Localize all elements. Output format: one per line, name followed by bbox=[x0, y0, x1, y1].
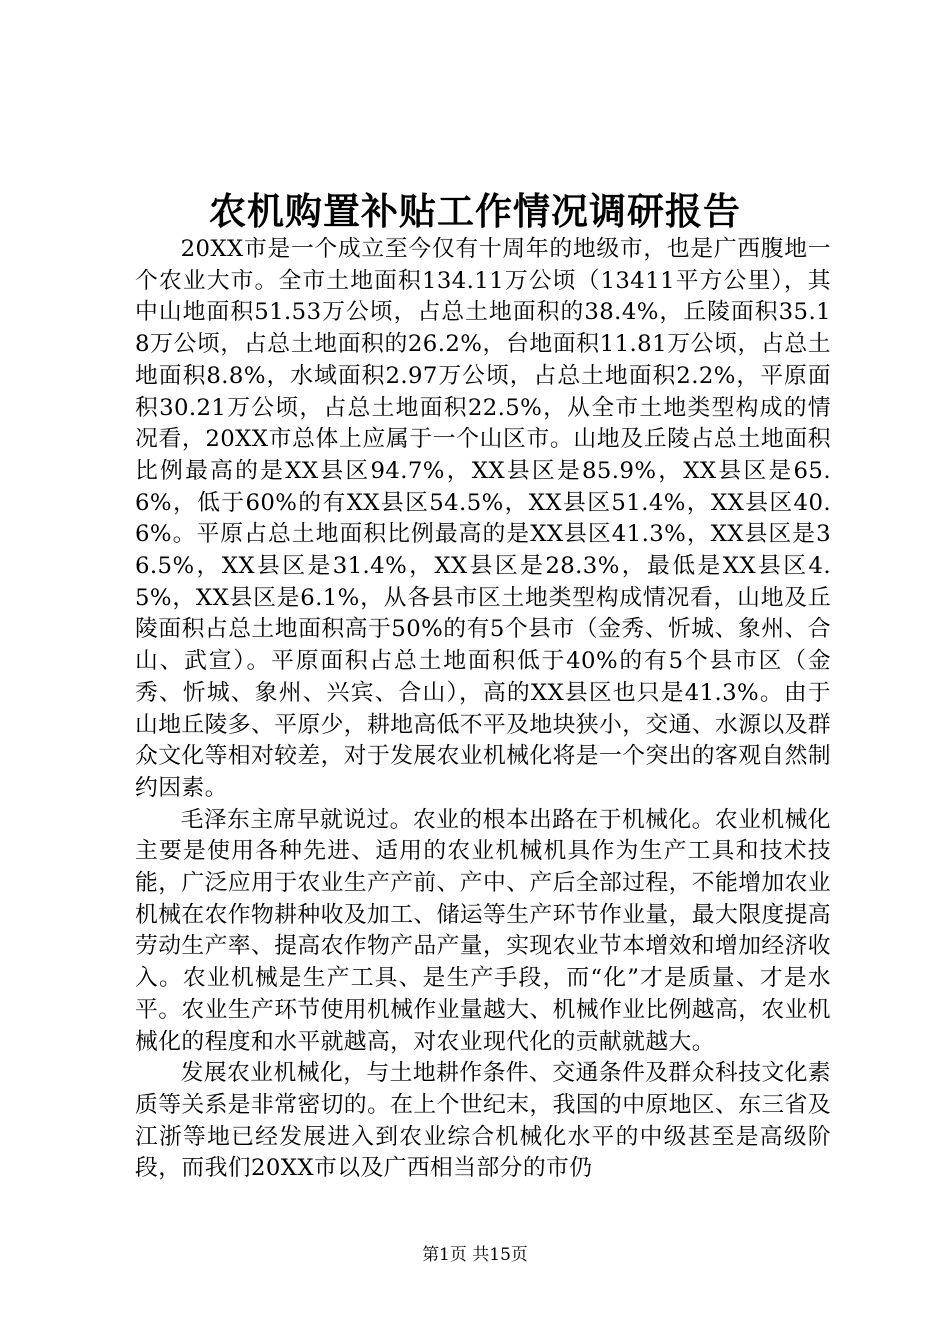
document-title: 农机购置补贴工作情况调研报告 bbox=[209, 189, 741, 233]
page-number: 第1页 共15页 bbox=[422, 1245, 528, 1265]
document-body bbox=[135, 234, 831, 1185]
paragraph-development-conditions: 发展农业机械化，与土地耕作条件、交通条件及群众科技文化素质等关系是非常密切的。在上个世纪末，我国的中原地区、东三省及江浙等地已经发展进入到农业综合机械化水平的中级甚至是高级阶段，而我们20XX市以及广西相当部分的市仍 bbox=[135, 1060, 831, 1182]
paragraph-land-overview: 20XX市是一个成立至今仅有十周年的地级市，也是广西腹地一个农业大市。全市土地面积134.11万公顷（13411平方公里），其中山地面积51.53万公顷，占总土地面积的38.4%，丘陵面积35.18万公顷，占总土地面积的26.2%，台地面积11.81万公顷，占总土地面积8.8%，水域面积2.97万公顷，占总土地面积2.2%，平原面积30.21万公顷，占总土地面积22.5%，从全市土地类型构成的情况看，20XX市总体上应属于一个山区市。山地及丘陵占总土地面积比例最高的是XX县区94.7%，XX县区是85.9%，XX县区是65.6%，低于60%的有XX县区54.5%，XX县区51.4%，XX县区40.6%。平原占总土地面积比例最高的是XX县区41.3%，XX县区是36.5%，XX县区是31.4%，XX县区是28.3%，最低是XX县区4.5%，XX县区是6.1%，从各县市区土地类型构成情况看，山地及丘陵面积占总土地面积高于50%的有5个县市（金秀、忻城、象州、合山、武宣）。平原面积占总土地面积低于40%的有5个县市区（金秀、忻城、象州、兴宾、合山），高的XX县区也只是41.3%。由于山地丘陵多、平原少，耕地高低不平及地块狭小，交通、水源以及群众文化等相对较差，对于发展农业机械化将是一个突出的客观自然制约因素。 bbox=[135, 236, 831, 801]
paragraph-mechanization-definition: 毛泽东主席早就说过。农业的根本出路在于机械化。农业机械化主要是使用各种先进、适用的农业机械机具作为生产工具和技术技能，广泛应用于农业生产产前、产中、产后全部过程，不能增加农业机械在农作物耕种收及加工、储运等生产环节作业量，最大限度提高劳动生产率、提高农作物产品产量，实现农业节本增效和增加经济收入。农业机械是生产工具、是生产手段，而“化”才是质量、才是水平。农业生产环节使用机械作业量越大、机械作业比例越高，农业机械化的程度和水平就越高，对农业现代化的贡献就越大。 bbox=[135, 806, 831, 1055]
